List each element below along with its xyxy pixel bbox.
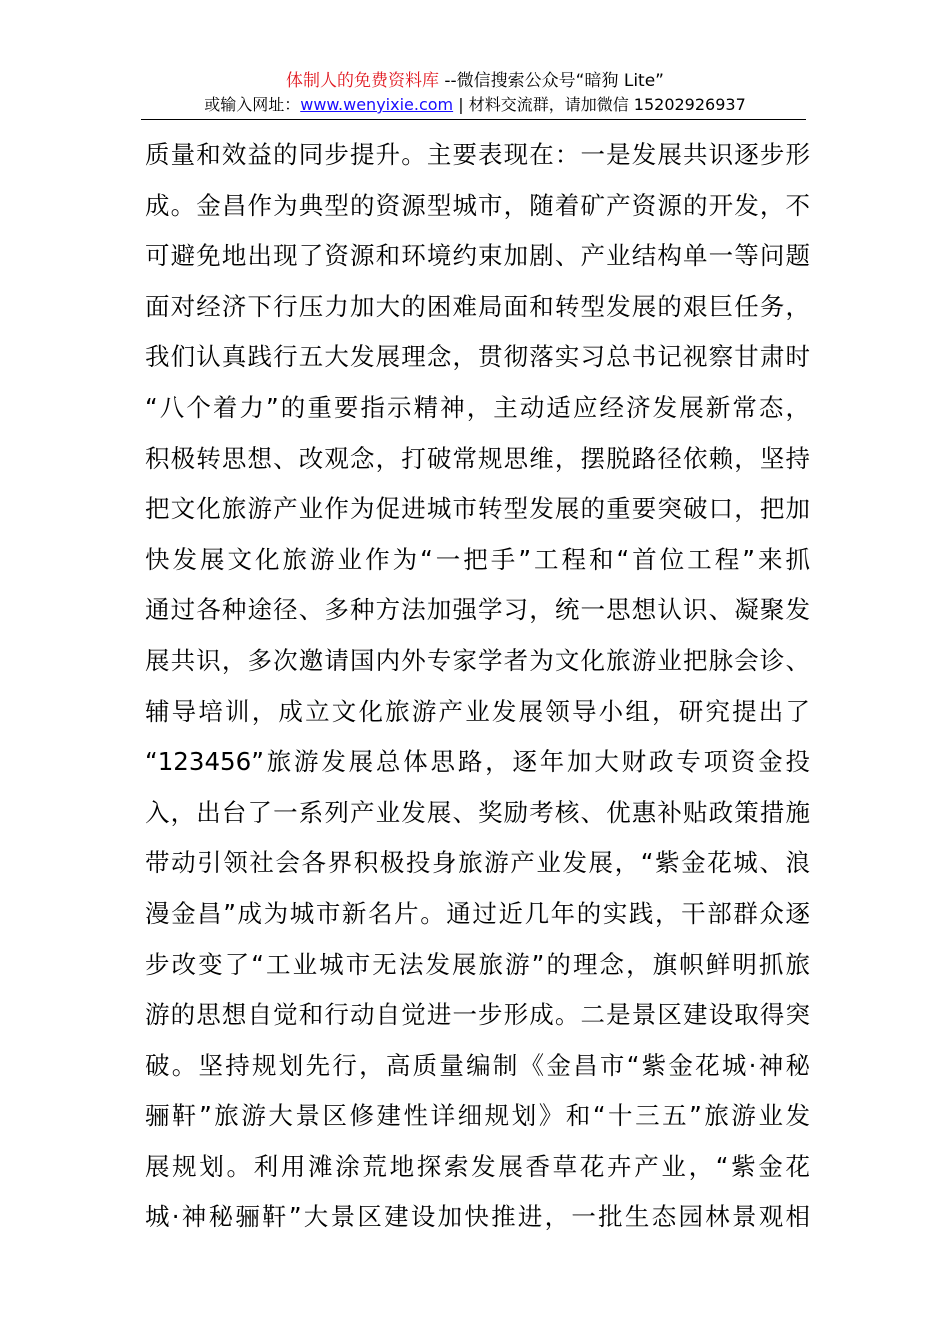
header-divider	[141, 119, 806, 120]
text-line: 城·神秘骊靬”大景区建设加快推进，一批生态园林景观相	[145, 1202, 810, 1232]
text-line: 面对经济下行压力加大的困难局面和转型发展的艰巨任务，	[145, 291, 810, 321]
body-text	[145, 130, 810, 1243]
text-line: 把文化旅游产业作为促进城市转型发展的重要突破口，把加	[145, 494, 810, 524]
url-prefix: 或输入网址：	[204, 95, 301, 114]
text-line: 辅导培训，成立文化旅游产业发展领导小组，研究提出了	[145, 696, 810, 726]
brand-name: 体制人的免费资料库	[285, 71, 439, 91]
text-line: 我们认真践行五大发展理念，贯彻落实习总书记视察甘肃时	[145, 342, 810, 372]
header-banner	[0, 70, 950, 92]
text-line: “八个着力”的重要指示精神，主动适应经济发展新常态，	[145, 392, 810, 422]
text-line: 展规划。利用滩涂荒地探索发展香草花卉产业，“紫金花	[145, 1151, 810, 1181]
text-line: “123456”旅游发展总体思路，逐年加大财政专项资金投	[145, 747, 810, 777]
header-slogan: --微信搜索公众号“暗狗 Lite”	[438, 71, 664, 91]
text-line: 带动引领社会各界积极投身旅游产业发展，“紫金花城、浪	[145, 848, 810, 878]
text-line: 游的思想自觉和行动自觉进一步形成。二是景区建设取得突	[145, 1000, 810, 1030]
page-header	[0, 70, 950, 116]
text-line: 展共识，多次邀请国内外专家学者为文化旅游业把脉会诊、	[145, 645, 810, 675]
text-line: 破。坚持规划先行，高质量编制《金昌市“紫金花城·神秘	[145, 1050, 810, 1080]
website-link[interactable]: www.wenyixie.com	[300, 95, 454, 114]
text-line: 漫金昌”成为城市新名片。通过近几年的实践，干部群众逐	[145, 898, 810, 928]
text-line: 骊靬”旅游大景区修建性详细规划》和“十三五”旅游业发	[145, 1101, 810, 1131]
text-line: 入，出台了一系列产业发展、奖励考核、优惠补贴政策措施	[145, 797, 810, 827]
text-line: 可避免地出现了资源和环境约束加剧、产业结构单一等问题	[145, 241, 810, 271]
text-line: 成。金昌作为典型的资源型城市，随着矿产资源的开发，不	[145, 190, 810, 220]
header-separator: |	[453, 95, 469, 114]
text-line: 质量和效益的同步提升。主要表现在：一是发展共识逐步形	[145, 140, 810, 169]
contact-info: 材料交流群，请加微信 15202926937	[468, 95, 746, 114]
text-line: 步改变了“工业城市无法发展旅游”的理念，旗帜鲜明抓旅	[145, 949, 810, 979]
text-line: 快发展文化旅游业作为“一把手”工程和“首位工程”来抓	[145, 544, 810, 574]
header-contact-line	[0, 94, 950, 116]
text-line: 通过各种途径、多种方法加强学习，统一思想认识、凝聚发	[145, 595, 810, 625]
text-line: 积极转思想、改观念，打破常规思维，摆脱路径依赖，坚持	[145, 443, 810, 473]
